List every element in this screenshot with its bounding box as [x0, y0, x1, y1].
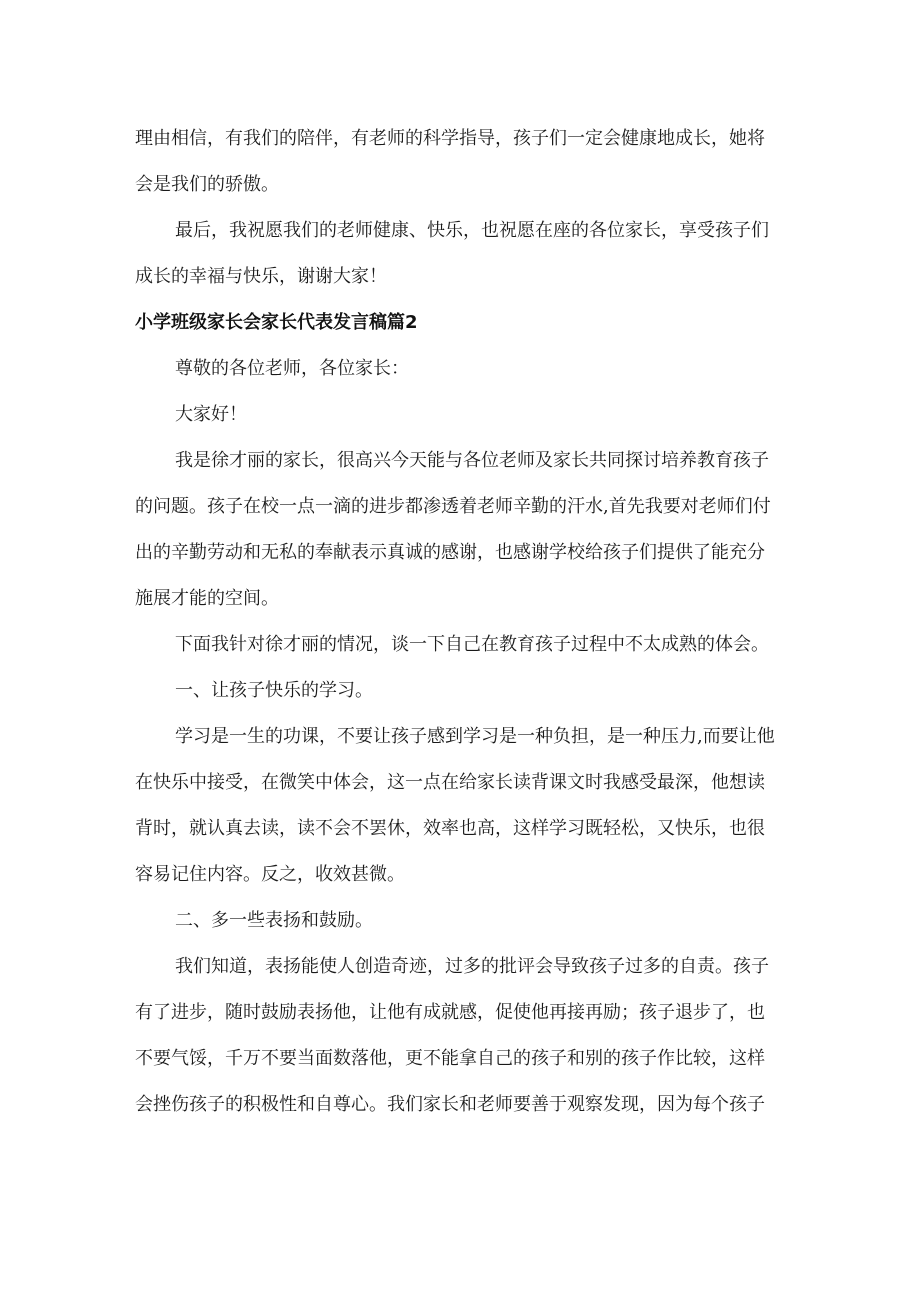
- section-heading: 小学班级家长会家长代表发言稿篇2: [135, 312, 418, 333]
- paragraph-line: 的问题。孩子在校一点一滴的进步都渗透着老师辛勤的汗水,首先我要对老师们付: [135, 496, 771, 517]
- paragraph: [135, 898, 795, 944]
- paragraph-line: 有了进步，随时鼓励表扬他，让他有成就感，促使他再接再励；孩子退步了，也: [135, 1002, 765, 1023]
- paragraph-line: 出的辛勤劳动和无私的奉献表示真诚的感谢，也感谢学校给孩子们提供了能充分: [135, 542, 765, 563]
- paragraph-line: 大家好！: [175, 404, 247, 425]
- paragraph-line: 尊敬的各位老师，各位家长：: [175, 358, 409, 379]
- paragraph: [135, 944, 795, 1128]
- paragraph-line: 施展才能的空间。: [135, 588, 279, 609]
- paragraph-line: 最后，我祝愿我们的老师健康、快乐，也祝愿在座的各位家长，享受孩子们: [175, 220, 769, 241]
- paragraph-line: 学习是一生的功课，不要让孩子感到学习是一种负担，是一种压力,而要让他: [175, 726, 775, 747]
- paragraph: [135, 622, 795, 668]
- paragraph-line: 下面我针对徐才丽的情况，谈一下自己在教育孩子过程中不太成熟的体会。: [175, 634, 769, 655]
- paragraph-line: 会挫伤孩子的积极性和自尊心。我们家长和老师要善于观察发现，因为每个孩子: [135, 1094, 765, 1115]
- paragraph: [135, 346, 795, 392]
- paragraph: [135, 392, 795, 438]
- paragraph: [135, 668, 795, 714]
- paragraph-line: 在快乐中接受，在微笑中体会，这一点在给家长读背课文时我感受最深，他想读: [135, 772, 765, 793]
- paragraph-line: 容易记住内容。反之，收效甚微。: [135, 864, 405, 885]
- paragraph-line: 背时，就认真去读，读不会不罢休，效率也高，这样学习既轻松，又快乐，也很: [135, 818, 765, 839]
- paragraph: [135, 116, 795, 208]
- paragraph-line: 不要气馁，千万不要当面数落他，更不能拿自己的孩子和别的孩子作比较，这样: [135, 1048, 765, 1069]
- paragraph-line: 成长的幸福与快乐，谢谢大家！: [135, 266, 387, 287]
- paragraph-line: 理由相信，有我们的陪伴，有老师的科学指导，孩子们一定会健康地成长，她将: [135, 128, 765, 149]
- document-body: [135, 116, 795, 1128]
- paragraph-line: 一、让孩子快乐的学习。: [175, 680, 373, 701]
- paragraph: [135, 714, 795, 898]
- paragraph-line: 我是徐才丽的家长，很高兴今天能与各位老师及家长共同探讨培养教育孩子: [175, 450, 769, 471]
- paragraph-line: 会是我们的骄傲。: [135, 174, 279, 195]
- paragraph: [135, 208, 795, 300]
- paragraph-line: 我们知道，表扬能使人创造奇迹，过多的批评会导致孩子过多的自责。孩子: [175, 956, 769, 977]
- paragraph-line: 二、多一些表扬和鼓励。: [175, 910, 373, 931]
- paragraph: [135, 438, 795, 622]
